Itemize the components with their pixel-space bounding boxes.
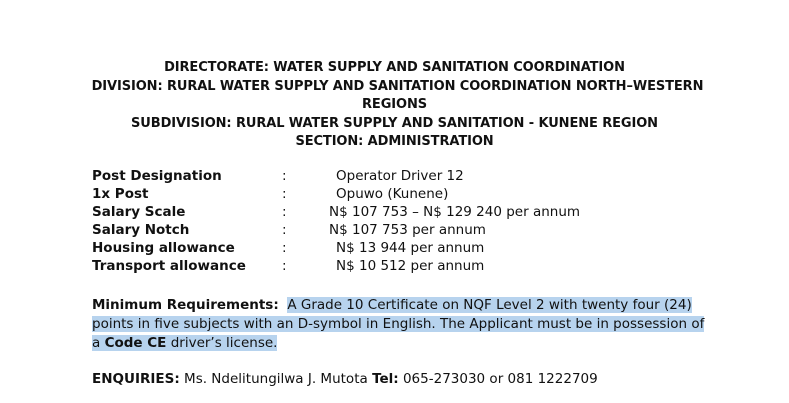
requirements-text: A Grade 10 Certificate on NQF Level 2 with twenty four (24) points in five subjects with an D-symbol in English. The Applicant must be in possession of a (92, 297, 705, 351)
enquiries-line (92, 370, 598, 388)
detail-value: N$ 107 753 – N$ 129 240 per annum (329, 204, 581, 220)
requirements-label: Minimum Requirements: (92, 297, 279, 313)
document-header (0, 59, 789, 152)
detail-label: 1x Post (92, 186, 149, 202)
detail-separator: : (282, 240, 287, 256)
section-heading: SECTION: ADMINISTRATION (295, 134, 494, 149)
enquiries-label: ENQUIRIES: (92, 371, 180, 387)
detail-value: Operator Driver 12 (336, 168, 464, 184)
detail-value: N$ 10 512 per annum (336, 258, 485, 274)
detail-separator: : (282, 186, 287, 202)
detail-value: N$ 107 753 per annum (329, 222, 486, 238)
tel-label: Tel: (372, 371, 399, 387)
detail-label: Housing allowance (92, 240, 235, 256)
division-heading-line2: REGIONS (362, 97, 427, 112)
detail-separator: : (282, 204, 287, 220)
detail-separator: : (282, 222, 287, 238)
tel-numbers: 065-273030 or 081 1222709 (402, 371, 598, 387)
license-code: Code CE (104, 335, 167, 351)
detail-label: Post Designation (92, 168, 222, 184)
detail-label: Salary Notch (92, 222, 190, 238)
directorate-heading: DIRECTORATE: WATER SUPPLY AND SANITATION COORDINATION (164, 60, 625, 75)
detail-separator: : (282, 168, 287, 184)
minimum-requirements (92, 296, 712, 353)
contact-name: Ms. Ndelitungilwa J. Mutota (184, 371, 368, 387)
subdivision-heading: SUBDIVISION: RURAL WATER SUPPLY AND SANITATION - KUNENE REGION (131, 115, 658, 131)
detail-label: Salary Scale (92, 204, 186, 220)
detail-separator: : (282, 258, 287, 274)
detail-value: Opuwo (Kunene) (336, 186, 449, 202)
detail-label: Transport allowance (92, 258, 246, 274)
detail-value: N$ 13 944 per annum (336, 240, 485, 256)
division-heading-line1: DIVISION: RURAL WATER SUPPLY AND SANITATION COORDINATION NORTH–WESTERN (91, 78, 704, 94)
requirements-text-end: driver’s license. (166, 335, 278, 351)
